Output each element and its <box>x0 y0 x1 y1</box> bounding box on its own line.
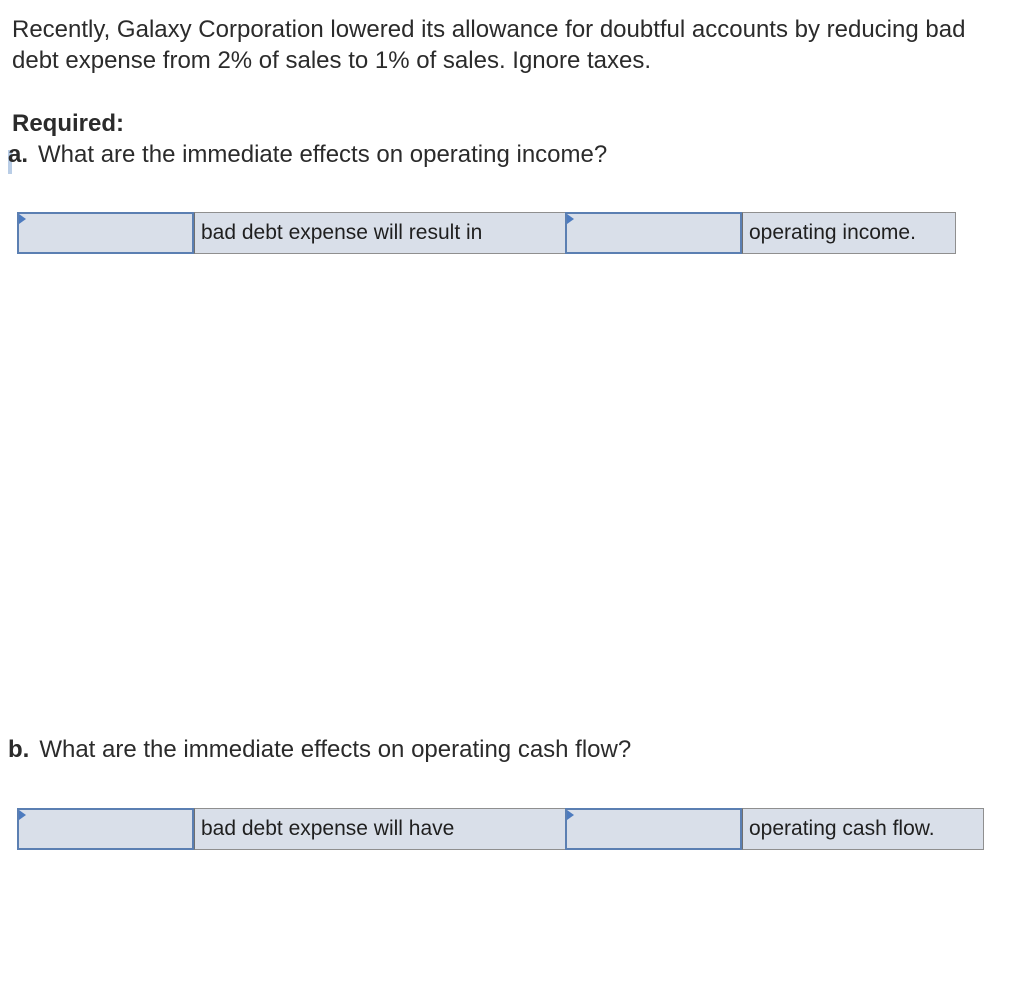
answer-a-dropdown-1[interactable] <box>17 212 194 254</box>
question-b-letter: b. <box>8 736 30 763</box>
answer-row-b <box>17 808 984 850</box>
question-b <box>8 736 631 764</box>
answer-a-end-text: operating income. <box>742 212 956 254</box>
answer-b-middle-text: bad debt expense will have <box>194 808 565 850</box>
dropdown-marker-icon <box>19 214 26 224</box>
question-a-text: What are the immediate effects on operating income? <box>38 141 608 168</box>
dropdown-marker-icon <box>567 810 574 820</box>
dropdown-marker-icon <box>567 214 574 224</box>
problem-statement: Recently, Galaxy Corporation lowered its allowance for doubtful accounts by reducing bad debt expense from 2% of sales to 1% of sales. Ignore taxes. <box>12 16 966 74</box>
answer-row-a <box>17 212 956 254</box>
answer-a-dropdown-2[interactable] <box>565 212 742 254</box>
answer-b-end-text: operating cash flow. <box>742 808 984 850</box>
dropdown-marker-icon <box>19 810 26 820</box>
answer-b-dropdown-1[interactable] <box>17 808 194 850</box>
question-b-text: What are the immediate effects on operating cash flow? <box>39 736 632 763</box>
question-a-letter: a. <box>8 141 29 168</box>
answer-b-dropdown-2[interactable] <box>565 808 742 850</box>
answer-a-middle-text: bad debt expense will result in <box>194 212 565 254</box>
required-label: Required: <box>12 110 125 137</box>
question-a <box>8 141 607 169</box>
